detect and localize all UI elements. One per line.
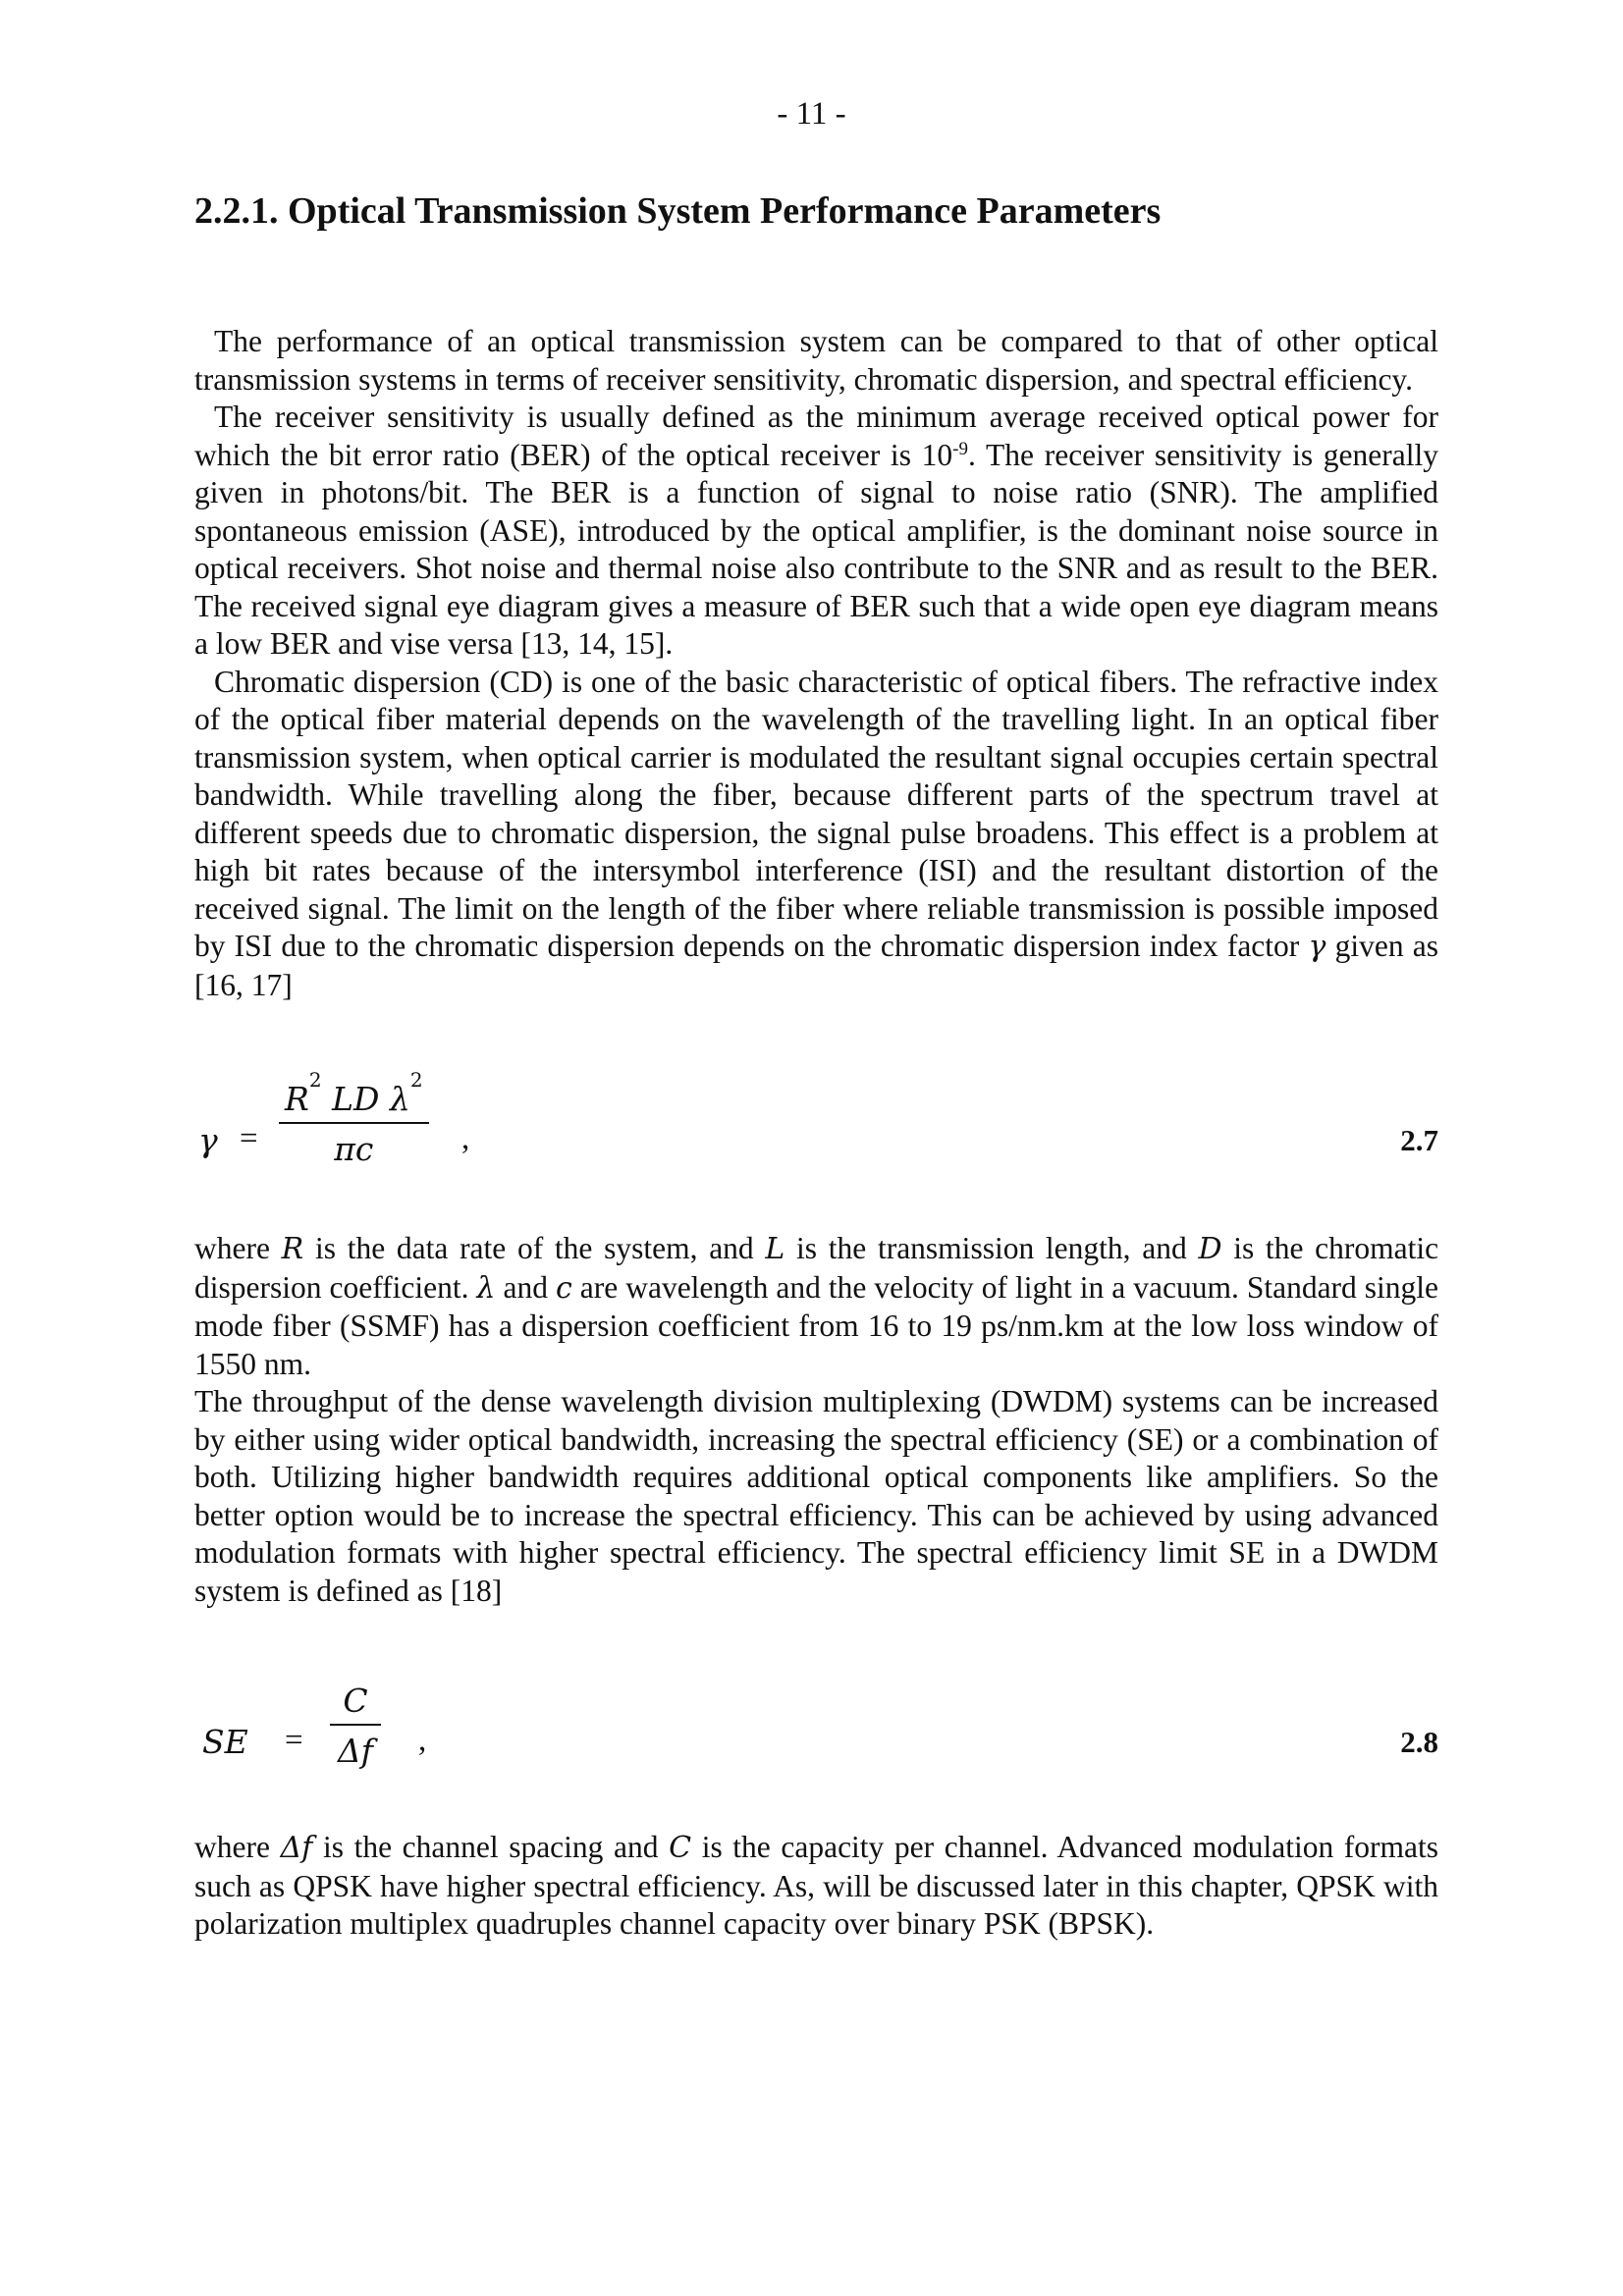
text-block-final	[194, 1829, 1438, 1944]
equation-lhs: SE	[202, 1723, 248, 1761]
paragraph-where-variables: where R is the data rate of the system, and L is the transmission length, and D is the chromatic dispersion coefficient. λ and c are wavelength and the velocity of light in a vacuum. Standard single mode fiber (SSMF) has a dispersion coefficient from 16 to 19 ps/nm.km at the low loss window of 1550 nm.	[194, 1231, 1439, 1381]
receiver-sensitivity-text-cont: . The receiver sensitivity is generally given in photons/bit. The BER is a function of signal to noise ratio (SNR). The amplified spontaneous emission (ASE), introduced by the optical amplifier, is the dominant noise source in optical receivers. Shot noise and thermal noise also contribute to the SNR and as result to the BER. The received signal eye diagram gives a measure of BER such that a wide open eye diagram means a low BER and vise versa [13, 14, 15].	[194, 437, 1438, 661]
comma: ,	[418, 1723, 427, 1758]
equation-2-8	[194, 1682, 1438, 1819]
receiver-sensitivity-text: The receiver sensitivity is usually defined as the minimum average received optical power for which the bit error ratio (BER) of the optical receiver is 10	[194, 400, 1438, 472]
equation-number: 2.7	[1400, 1123, 1438, 1157]
paragraph-channel-spacing: where Δf is the channel spacing and C is the capacity per channel. Advanced modulation formats such as QPSK have higher spectral efficiency. As, will be discussed later in this chapter, QPSK with polarization multiplex quadruples channel capacity over binary PSK (BPSK).	[194, 1830, 1439, 1941]
denominator: Δf	[337, 1732, 374, 1770]
symbol-lambda: λ	[476, 1270, 496, 1306]
denominator: πc	[334, 1130, 374, 1168]
section-heading: 2.2.1. Optical Transmission System Performance Parameters	[194, 190, 1162, 232]
paragraph-throughput: The throughput of the dense wavelength division multiplexing (DWDM) systems can be increased by either using wider optical bandwidth, increasing the spectral efficiency (SE) or a combination of both. Utilizing higher bandwidth requires additional optical components like amplifiers. So the better option would be to increase the spectral efficiency. This can be achieved by using advanced modulation formats with higher spectral efficiency. The spectral efficiency limit SE in a DWDM system is defined as [18]	[194, 1384, 1438, 1608]
fraction	[330, 1682, 381, 1770]
text-block-intro	[194, 323, 1438, 1004]
exponent: -9	[952, 438, 968, 459]
equation-2-7	[194, 1068, 1438, 1217]
chromatic-dispersion-text-cont: given as [16, 17]	[194, 929, 1438, 1002]
fraction	[279, 1068, 429, 1168]
numerator: C	[330, 1682, 381, 1726]
equation-number: 2.8	[1400, 1725, 1438, 1759]
symbol-r: R	[281, 1232, 304, 1266]
paragraph-chromatic-dispersion	[194, 664, 1438, 1005]
numerator: $R^2$ LD $\lambda^2$	[279, 1080, 429, 1124]
equals-sign: =	[285, 1723, 303, 1758]
equation-lhs: γ	[198, 1121, 218, 1159]
chromatic-dispersion-text: Chromatic dispersion (CD) is one of the basic characteristic of optical fibers. The refractive index of the optical fiber material depends on the wavelength of the travelling light. In an optical fiber transmission system, when optical carrier is modulated the resultant signal occupies certain spectral bandwidth. While travelling along the fiber, because different parts of the spectrum travel at different speeds due to chromatic dispersion, the signal pulse broadens. This effect is a problem at high bit rates because of the intersymbol interference (ISI) and the resultant distortion of the received signal. The limit on the length of the fiber where reliable transmission is possible imposed by ISI due to the chromatic dispersion depends on the chromatic dispersion index factor	[194, 664, 1438, 963]
symbol-l: L	[765, 1232, 785, 1266]
text-block-middle	[194, 1230, 1438, 1610]
page-number: - 11 -	[777, 96, 846, 132]
comma: ,	[461, 1121, 470, 1156]
symbol-d: D	[1198, 1232, 1222, 1266]
gamma-symbol: γ	[1308, 930, 1326, 964]
equals-sign: =	[240, 1121, 258, 1156]
symbol-capacity: C	[669, 1831, 692, 1865]
paragraph-overview: The performance of an optical transmission system can be compared to that of other optical transmission systems in terms of receiver sensitivity, chromatic dispersion, and spectral efficiency.	[194, 324, 1438, 397]
symbol-delta-f: Δf	[280, 1831, 313, 1865]
paragraph-receiver-sensitivity	[194, 399, 1438, 664]
symbol-c: c	[555, 1270, 572, 1306]
